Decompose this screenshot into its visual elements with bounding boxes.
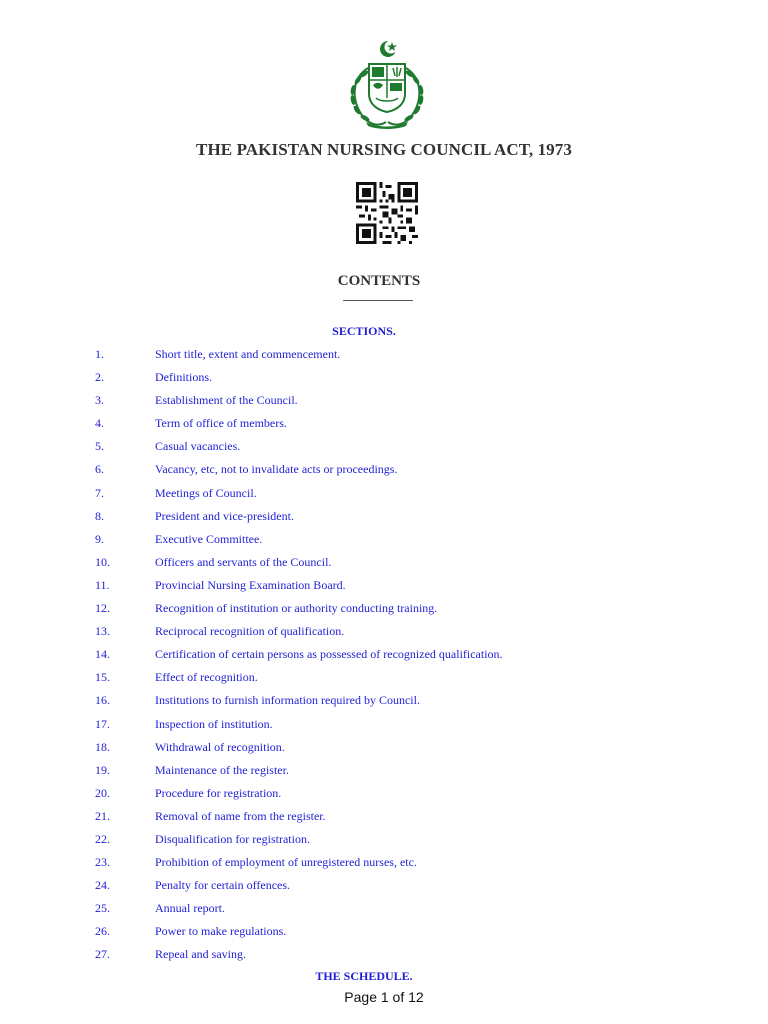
section-title-link[interactable]: Procedure for registration. [155, 785, 282, 800]
section-title-link[interactable]: Meetings of Council. [155, 485, 257, 500]
section-title-link[interactable]: Term of office of members. [155, 416, 287, 431]
toc-entry[interactable] [0, 531, 768, 554]
section-number: 18. [95, 739, 110, 754]
section-number: 27. [95, 947, 110, 962]
schedule-link[interactable]: THE SCHEDULE. [315, 969, 413, 983]
toc-entry[interactable] [0, 554, 768, 577]
section-title-link[interactable]: Executive Committee. [155, 531, 263, 546]
toc-entry[interactable] [0, 762, 768, 785]
section-title-link[interactable]: Establishment of the Council. [155, 393, 298, 408]
section-number: 10. [95, 554, 110, 569]
section-number: 15. [95, 670, 110, 685]
section-number: 24. [95, 878, 110, 893]
section-number: 21. [95, 808, 110, 823]
section-title-link[interactable]: Maintenance of the register. [155, 762, 289, 777]
section-title-link[interactable]: Penalty for certain offences. [155, 878, 291, 893]
section-number: 9. [95, 531, 104, 546]
toc-entry[interactable] [0, 485, 768, 508]
section-number: 12. [95, 601, 110, 616]
section-number: 8. [95, 508, 104, 523]
section-title-link[interactable]: Prohibition of employment of unregistered nurses, etc. [155, 855, 417, 870]
qr-code-icon[interactable] [355, 182, 419, 244]
section-title-link[interactable]: Annual report. [155, 901, 225, 916]
toc-entry[interactable] [0, 346, 768, 369]
toc-entry[interactable] [0, 646, 768, 669]
section-number: 7. [95, 485, 104, 500]
section-title-link[interactable]: Institutions to furnish information required by Council. [155, 693, 420, 708]
section-title-link[interactable]: Short title, extent and commencement. [155, 347, 341, 361]
toc-entry[interactable] [0, 415, 768, 438]
state-emblem-icon [342, 38, 432, 130]
section-title-link[interactable]: Reciprocal recognition of qualification. [155, 624, 345, 639]
toc-entry[interactable] [0, 600, 768, 623]
section-title-link[interactable]: Officers and servants of the Council. [155, 554, 332, 569]
section-title-link[interactable]: Power to make regulations. [155, 924, 287, 939]
toc-entry[interactable] [0, 831, 768, 854]
section-number: 25. [95, 901, 110, 916]
section-number: 4. [95, 416, 104, 431]
section-title-link[interactable]: President and vice-president. [155, 508, 294, 523]
section-number: 20. [95, 785, 110, 800]
toc-entry[interactable] [0, 900, 768, 923]
section-title-link[interactable]: Effect of recognition. [155, 670, 258, 685]
section-title-link[interactable]: Removal of name from the register. [155, 808, 326, 823]
section-title-link[interactable]: Disqualification for registration. [155, 831, 310, 846]
section-number: 2. [95, 370, 104, 385]
section-number: 26. [95, 924, 110, 939]
toc-entry[interactable] [0, 669, 768, 692]
toc-entry[interactable] [0, 854, 768, 877]
toc-entry[interactable] [0, 808, 768, 831]
section-title-link[interactable]: Inspection of institution. [155, 716, 273, 731]
section-number: 13. [95, 624, 110, 639]
toc-entry[interactable] [0, 946, 768, 969]
section-title-link[interactable]: Definitions. [155, 370, 212, 385]
table-of-contents [0, 346, 768, 970]
section-number: 3. [95, 393, 104, 408]
toc-entry[interactable] [0, 392, 768, 415]
toc-entry[interactable] [0, 692, 768, 715]
document-title: THE PAKISTAN NURSING COUNCIL ACT, 1973 [196, 140, 572, 159]
section-title-link[interactable]: Vacancy, etc, not to invalidate acts or proceedings. [155, 462, 398, 477]
section-number: 19. [95, 762, 110, 777]
section-number: 16. [95, 693, 110, 708]
toc-entry[interactable] [0, 438, 768, 461]
toc-entry[interactable] [0, 508, 768, 531]
section-title-link[interactable]: Certification of certain persons as possessed of recognized qualification. [155, 647, 503, 662]
section-title-link[interactable]: Repeal and saving. [155, 947, 246, 962]
toc-entry[interactable] [0, 461, 768, 484]
section-number: 1. [95, 347, 104, 361]
section-number: 5. [95, 439, 104, 454]
contents-divider [343, 300, 413, 301]
toc-entry[interactable] [0, 877, 768, 900]
section-number: 17. [95, 716, 110, 731]
toc-entry[interactable] [0, 577, 768, 600]
toc-entry[interactable] [0, 369, 768, 392]
toc-entry[interactable] [0, 739, 768, 762]
toc-entry[interactable] [0, 923, 768, 946]
section-title-link[interactable]: Provincial Nursing Examination Board. [155, 577, 346, 592]
section-number: 22. [95, 831, 110, 846]
toc-entry[interactable] [0, 785, 768, 808]
toc-entry[interactable] [0, 716, 768, 739]
section-title-link[interactable]: Recognition of institution or authority conducting training. [155, 601, 438, 616]
sections-heading: SECTIONS. [332, 324, 396, 338]
section-number: 14. [95, 647, 110, 662]
page-number: Page 1 of 12 [344, 989, 424, 1005]
section-title-link[interactable]: Withdrawal of recognition. [155, 739, 285, 754]
section-title-link[interactable]: Casual vacancies. [155, 439, 241, 454]
contents-heading: CONTENTS [337, 273, 421, 289]
toc-entry[interactable] [0, 623, 768, 646]
section-number: 11. [95, 577, 110, 592]
section-number: 6. [95, 462, 104, 477]
section-number: 23. [95, 855, 110, 870]
